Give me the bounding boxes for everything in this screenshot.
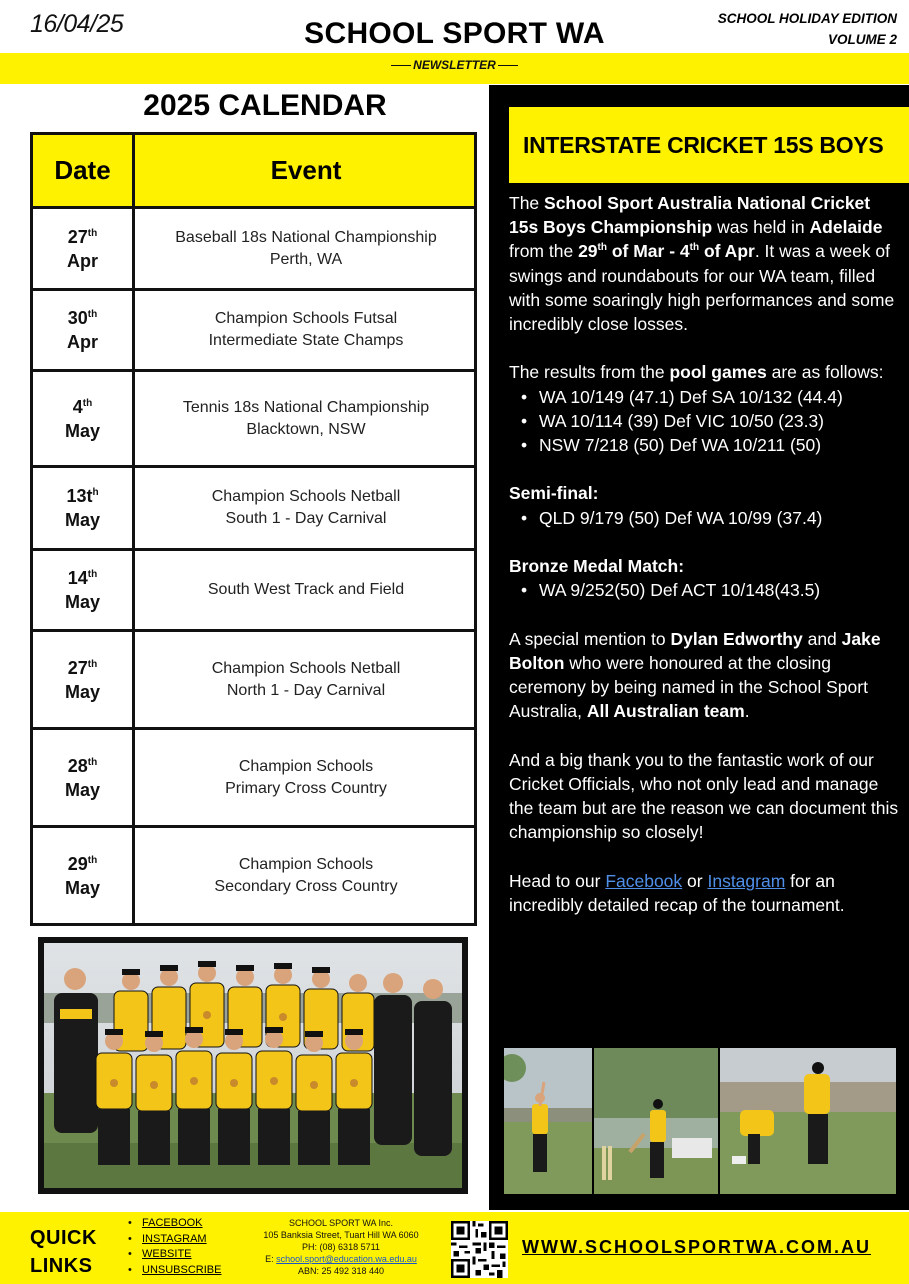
facebook-quick-link[interactable]: FACEBOOK bbox=[142, 1217, 203, 1229]
website-link[interactable]: WWW.SCHOOLSPORTWA.COM.AU bbox=[522, 1237, 871, 1257]
subtitle-text: NEWSLETTER bbox=[413, 58, 496, 72]
event-name: Champion Schools Netball North 1 - Day Carnival bbox=[211, 659, 401, 699]
calendar-row bbox=[33, 468, 474, 551]
quick-links-title: QUICK LINKS bbox=[30, 1227, 97, 1277]
unsubscribe-link[interactable]: UNSUBSCRIBE bbox=[142, 1263, 222, 1276]
calendar-header-row bbox=[33, 135, 474, 209]
volume-label: VOLUME 2 bbox=[827, 32, 897, 47]
quick-link-item bbox=[128, 1263, 221, 1279]
event-name: Tennis 18s National Championship Blacktown, NSW bbox=[182, 398, 430, 438]
semi-final-heading: Semi-final: bbox=[509, 483, 599, 504]
event-name: South West Track and Field bbox=[207, 581, 405, 598]
result-item: • NSW 7/218 (50) Def WA 10/211 (50) bbox=[519, 433, 901, 457]
calendar-row bbox=[33, 291, 474, 372]
quick-links-list bbox=[128, 1216, 221, 1278]
date-column-header: Date bbox=[33, 135, 135, 206]
divider-left bbox=[391, 65, 411, 66]
cta-paragraph: Head to our Facebook or Instagram for an incredibly detailed recap of the tournament. bbox=[509, 870, 845, 915]
org-address: 105 Banksia Street, Tuart Hill WA 6060 bbox=[263, 1230, 419, 1240]
organisation-info bbox=[236, 1217, 446, 1277]
org-abn: ABN: 25 492 318 440 bbox=[297, 1266, 385, 1276]
semi-final-results bbox=[509, 506, 901, 530]
newsletter-header bbox=[0, 0, 909, 85]
facebook-link[interactable]: Facebook bbox=[605, 870, 683, 891]
action-photo-2 bbox=[594, 1048, 718, 1194]
calendar-row bbox=[33, 828, 474, 923]
calendar-row bbox=[33, 730, 474, 828]
result-item: • WA 10/114 (39) Def VIC 10/50 (23.3) bbox=[519, 409, 901, 433]
calendar-heading: 2025 CALENDAR bbox=[143, 89, 387, 122]
issue-date: 16/04/25 bbox=[30, 10, 124, 38]
event-date: 28th May bbox=[33, 730, 135, 825]
website-quick-link[interactable]: WEBSITE bbox=[142, 1248, 192, 1260]
qr-code-icon[interactable] bbox=[451, 1221, 508, 1278]
event-name: Champion Schools Secondary Cross Country bbox=[214, 855, 398, 895]
newsletter-subtitle bbox=[0, 58, 909, 72]
special-mention: A special mention to Dylan Edworthy and Jake Bolton who were honoured at the closing ceremony by being named in the School Sport Australia, All Australian team. bbox=[509, 628, 881, 722]
calendar-row bbox=[33, 372, 474, 468]
event-name: Champion Schools Futsal Intermediate State Champs bbox=[208, 310, 404, 349]
edition-label bbox=[718, 8, 897, 50]
org-name: SCHOOL SPORT WA Inc. bbox=[288, 1218, 394, 1228]
result-item: • QLD 9/179 (50) Def WA 10/99 (37.4) bbox=[519, 506, 901, 530]
calendar-table bbox=[30, 132, 477, 926]
event-name: Champion Schools Netball South 1 - Day Carnival bbox=[211, 488, 401, 527]
instagram-link[interactable]: Instagram bbox=[707, 870, 786, 891]
event-name: Champion Schools Primary Cross Country bbox=[225, 757, 387, 797]
event-date: $13t^h$ May bbox=[33, 468, 135, 548]
calendar-row bbox=[33, 551, 474, 632]
event-column-header: Event bbox=[270, 155, 342, 185]
event-date: 4th May bbox=[33, 372, 135, 465]
result-item: • WA 9/252(50) Def ACT 10/148(43.5) bbox=[519, 578, 901, 602]
event-date: 29th May bbox=[33, 828, 135, 923]
result-item: • WA 10/149 (47.1) Def SA 10/132 (44.4) bbox=[519, 385, 901, 409]
thanks-paragraph: And a big thank you to the fantastic work of our Cricket Officials, who not only lead and manage the team but are the reason we can document this championship so closely! bbox=[509, 749, 899, 843]
bronze-heading: Bronze Medal Match: bbox=[509, 556, 685, 576]
calendar-row bbox=[33, 632, 474, 730]
event-date: 27th May bbox=[33, 632, 135, 727]
edition-name: SCHOOL HOLIDAY EDITION bbox=[717, 11, 897, 26]
team-photo bbox=[38, 937, 468, 1194]
action-photo-3 bbox=[720, 1048, 896, 1194]
pool-intro: The results from the pool games are as follows: bbox=[509, 362, 884, 383]
event-date: 14th May bbox=[33, 551, 135, 629]
event-name: Baseball 18s National Championship Perth, WA bbox=[175, 228, 437, 268]
intro-paragraph: The School Sport Australia National Cricket 15s Boys Championship was held in Adelaide from the 29th of Mar - 4th of Apr. It was a week of swings and roundabouts for our WA team, filled with some soaringly high performances and some incredibly close losses. bbox=[509, 193, 895, 335]
action-photo-1 bbox=[504, 1048, 592, 1194]
org-email-link[interactable]: school.sport@education.wa.edu.au bbox=[276, 1254, 417, 1264]
footer bbox=[0, 1212, 909, 1284]
divider-right bbox=[498, 65, 518, 66]
calendar-row bbox=[33, 209, 474, 291]
cricket-heading: INTERSTATE CRICKET 15S BOYS bbox=[509, 107, 909, 183]
event-date: 27th Apr bbox=[33, 209, 135, 288]
bronze-results bbox=[509, 578, 901, 602]
instagram-quick-link[interactable]: INSTAGRAM bbox=[142, 1232, 207, 1245]
pool-results-list bbox=[509, 385, 901, 458]
org-email-line: E: school.sport@education.wa.edu.au bbox=[265, 1254, 417, 1264]
cricket-action-photos bbox=[504, 1048, 896, 1194]
org-phone: PH: (08) 6318 5711 bbox=[302, 1242, 380, 1252]
event-date: 30th Apr bbox=[33, 291, 135, 369]
newsletter-title: SCHOOL SPORT WA bbox=[304, 17, 605, 50]
quick-link-item bbox=[128, 1216, 221, 1232]
quick-link-item bbox=[128, 1232, 221, 1248]
quick-link-item bbox=[128, 1247, 221, 1263]
team-photo-image bbox=[44, 943, 462, 1188]
cricket-article bbox=[509, 191, 901, 917]
